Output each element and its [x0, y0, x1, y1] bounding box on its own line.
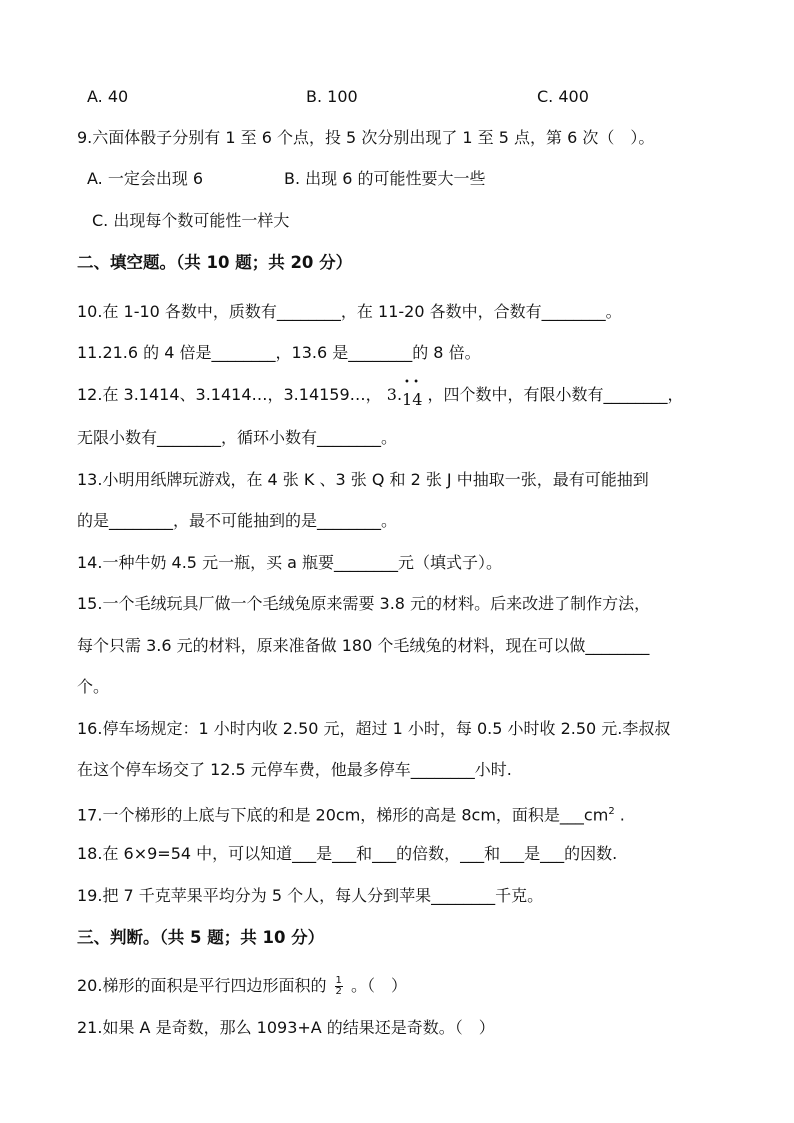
- q16-line2: 在这个停车场交了 12.5 元停车费，他最多停车________小时.: [77, 760, 512, 779]
- section-3-heading: 三、判断。（共 5 题；共 10 分）: [77, 928, 325, 947]
- repeating-digits: 14: [402, 390, 423, 409]
- q17-text: 17.一个梯形的上底与下底的和是 20cm，梯形的高是 8cm，面积是___cm: [77, 805, 609, 825]
- q15-line3: 个。: [77, 677, 110, 696]
- q9-option-c: C. 出现每个数可能性一样大: [92, 211, 290, 230]
- q12-text-start: 12.在 3.1414、3.1414…，3.14159…，: [77, 385, 382, 404]
- fraction-one-half: [335, 976, 343, 997]
- q12-line1: [77, 377, 684, 409]
- q17-exponent: 2: [608, 806, 615, 817]
- q17: [77, 802, 625, 825]
- q12-line2: 无限小数有________，循环小数有________。: [77, 428, 398, 447]
- section-2-heading: 二、填空题。（共 10 题；共 20 分）: [77, 253, 353, 272]
- q8-option-c: C. 400: [537, 87, 589, 106]
- q9-option-b: B. 出现 6 的可能性要大一些: [284, 169, 486, 188]
- q10: 10.在 1-10 各数中，质数有________，在 11-20 各数中，合数有________。: [77, 302, 622, 321]
- repeat-dots: • •: [404, 377, 420, 388]
- q21: 21.如果 A 是奇数，那么 1093+A 的结果还是奇数。（ ）: [77, 1018, 495, 1037]
- q8-option-b: B. 100: [306, 87, 358, 106]
- fraction-denominator: 2: [335, 986, 342, 997]
- q9-stem: 9.六面体骰子分别有 1 至 6 个点，投 5 次分别出现了 1 至 5 点，第 6 次（ ）。: [77, 128, 655, 147]
- q13-line2: 的是________，最不可能抽到的是________。: [77, 511, 398, 530]
- q16-line1: 16.停车场规定：1 小时内收 2.50 元，超过 1 小时，每 0.5 小时收 2.50 元.李叔叔: [77, 719, 671, 738]
- q15-line2: 每个只需 3.6 元的材料，原来准备做 180 个毛绒兔的材料，现在可以做________: [77, 636, 650, 655]
- q19: 19.把 7 千克苹果平均分为 5 个人，每人分到苹果________千克。: [77, 886, 544, 905]
- repeating-decimal-int: 3.: [386, 385, 403, 404]
- q13-line1: 13.小明用纸牌玩游戏，在 4 张 K 、3 张 Q 和 2 张 J 中抽取一张，最有可能抽到: [77, 470, 649, 489]
- q20-end: 。（ ）: [351, 976, 408, 995]
- q14: 14.一种牛奶 4.5 元一瓶，买 a 瓶要________元（填式子）。: [77, 553, 503, 572]
- q9-option-a: A. 一定会出现 6: [87, 169, 204, 188]
- q11: 11.21.6 的 4 倍是________，13.6 是________的 8 倍。: [77, 343, 481, 362]
- q17-end: .: [614, 805, 625, 825]
- q12-text-end: ，四个数中，有限小数有________，: [427, 385, 684, 404]
- repeating-decimal: [386, 377, 423, 409]
- q15-line1: 15.一个毛绒玩具厂做一个毛绒兔原来需要 3.8 元的材料。后来改进了制作方法，: [77, 594, 651, 613]
- q20: [77, 976, 407, 997]
- q20-text: 20.梯形的面积是平行四边形面积的: [77, 976, 327, 995]
- q8-option-a: A. 40: [87, 87, 129, 106]
- fraction-numerator: 1: [335, 975, 342, 986]
- q18: 18.在 6×9=54 中，可以知道___是___和___的倍数，___和___是___的因数.: [77, 844, 618, 863]
